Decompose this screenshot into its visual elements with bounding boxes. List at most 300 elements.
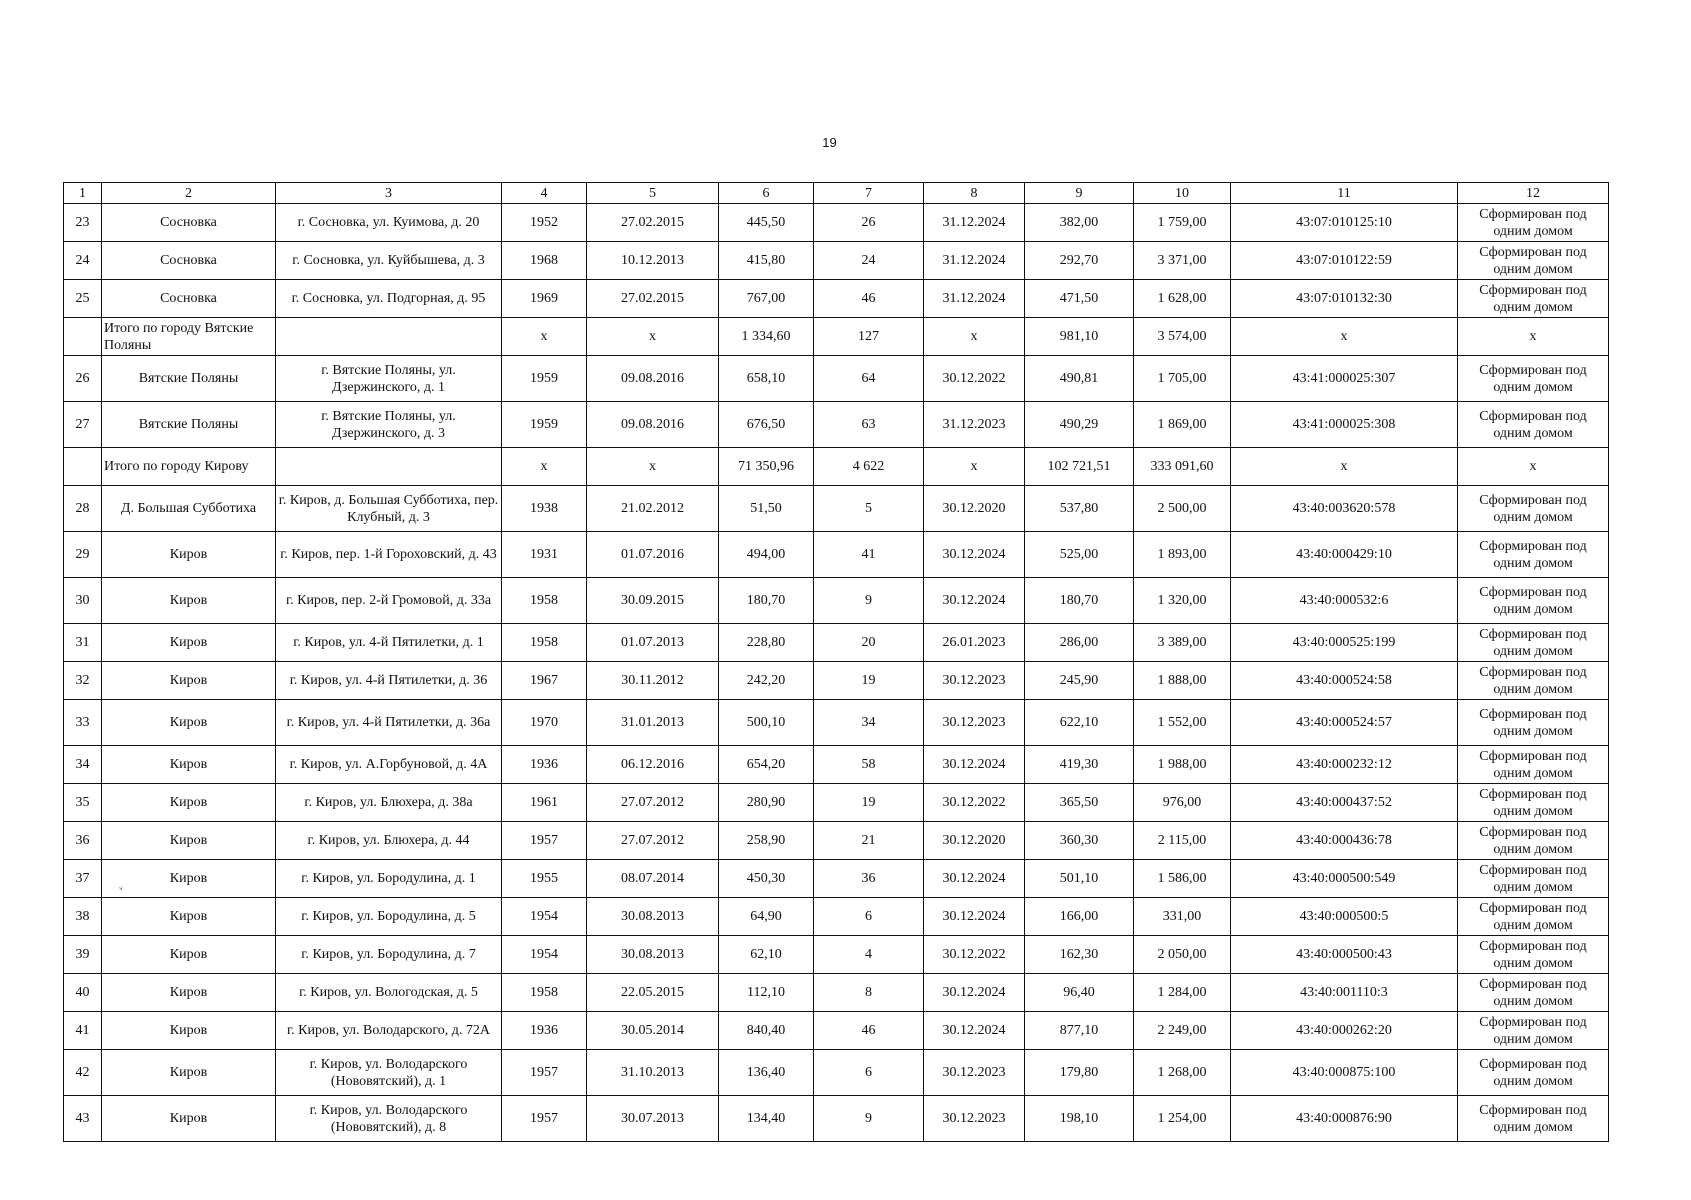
cell-row-number: 25 [64,280,102,318]
cell-year-built: 1954 [502,898,587,936]
cell-land-area: 1 888,00 [1134,662,1231,700]
table-row [64,1050,1609,1096]
cell-date-recognized: 27.07.2012 [587,784,719,822]
cell-cadastral-number: 43:40:000437:52 [1231,784,1458,822]
cell-settlement: Киров [102,860,276,898]
cell-date-recognized: 30.05.2014 [587,1012,719,1050]
cell-area: 180,70 [719,578,814,624]
cell-cadastral-number: 43:41:000025:307 [1231,356,1458,402]
page-number: 19 [822,135,837,150]
cell-land-status: Сформирован под одним домом [1458,578,1609,624]
cell-land-area: 1 320,00 [1134,578,1231,624]
column-header-residents: 7 [814,183,924,204]
cell-living-area: 877,10 [1025,1012,1134,1050]
cell-living-area: 245,90 [1025,662,1134,700]
cell-settlement: Киров [102,1012,276,1050]
cell-settlement: Киров [102,746,276,784]
cell-area: 71 350,96 [719,448,814,486]
cell-settlement: Киров [102,1096,276,1142]
table-row [64,624,1609,662]
cell-address: г. Киров, д. Большая Субботиха, пер. Клубный, д. 3 [276,486,502,532]
cell-address: г. Сосновка, ул. Куимова, д. 20 [276,204,502,242]
cell-living-area: 537,80 [1025,486,1134,532]
cell-date-recognized: 30.07.2013 [587,1096,719,1142]
table-row [64,1012,1609,1050]
cell-land-status: Сформирован под одним домом [1458,204,1609,242]
cell-resettlement-deadline: 30.12.2023 [924,700,1025,746]
cell-resettlement-deadline: 30.12.2020 [924,822,1025,860]
cell-address: г. Вятские Поляны, ул. Дзержинского, д. 3 [276,402,502,448]
cell-date-recognized: x [587,318,719,356]
cell-row-number: 29 [64,532,102,578]
cell-date-recognized: 01.07.2016 [587,532,719,578]
cell-living-area: 382,00 [1025,204,1134,242]
cell-address: г. Киров, ул. 4-й Пятилетки, д. 1 [276,624,502,662]
cell-settlement: Киров [102,1050,276,1096]
table-row [64,974,1609,1012]
cell-residents: 9 [814,578,924,624]
cell-area: 654,20 [719,746,814,784]
cell-land-status: x [1458,318,1609,356]
cell-date-recognized: 27.07.2012 [587,822,719,860]
cell-row-number: 43 [64,1096,102,1142]
cell-land-status: Сформирован под одним домом [1458,486,1609,532]
cell-address: г. Киров, ул. Вологодская, д. 5 [276,974,502,1012]
cell-settlement: Киров [102,822,276,860]
cell-residents: 64 [814,356,924,402]
cell-area: 445,50 [719,204,814,242]
cell-date-recognized: 30.08.2013 [587,936,719,974]
cell-land-area: 1 268,00 [1134,1050,1231,1096]
cell-address [276,448,502,486]
cell-date-recognized: 30.11.2012 [587,662,719,700]
cell-cadastral-number: 43:40:000532:6 [1231,578,1458,624]
cell-address: г. Сосновка, ул. Подгорная, д. 95 [276,280,502,318]
cell-resettlement-deadline: 30.12.2024 [924,860,1025,898]
cell-row-number: 26 [64,356,102,402]
column-header-area: 6 [719,183,814,204]
cell-cadastral-number: 43:40:000524:57 [1231,700,1458,746]
cell-residents: 41 [814,532,924,578]
cell-date-recognized: 27.02.2015 [587,280,719,318]
cell-settlement: Киров [102,662,276,700]
cell-area: 415,80 [719,242,814,280]
cell-living-area: 622,10 [1025,700,1134,746]
cell-row-number: 42 [64,1050,102,1096]
cell-cadastral-number: 43:07:010132:30 [1231,280,1458,318]
cell-year-built: 1970 [502,700,587,746]
cell-date-recognized: x [587,448,719,486]
cell-residents: 127 [814,318,924,356]
cell-row-number: 28 [64,486,102,532]
cell-date-recognized: 30.09.2015 [587,578,719,624]
cell-residents: 58 [814,746,924,784]
cell-year-built: 1936 [502,1012,587,1050]
cell-date-recognized: 08.07.2014 [587,860,719,898]
cell-row-number: 31 [64,624,102,662]
cell-land-status: Сформирован под одним домом [1458,1012,1609,1050]
subtotal-row [64,448,1609,486]
table-row [64,356,1609,402]
cell-land-area: 1 869,00 [1134,402,1231,448]
cell-cadastral-number: 43:40:000876:90 [1231,1096,1458,1142]
cell-living-area: 419,30 [1025,746,1134,784]
cell-resettlement-deadline: 30.12.2023 [924,1096,1025,1142]
cell-address: г. Киров, ул. Володарского (Нововятский), д. 1 [276,1050,502,1096]
cell-residents: 4 [814,936,924,974]
cell-year-built: 1959 [502,356,587,402]
cell-year-built: 1955 [502,860,587,898]
cell-date-recognized: 06.12.2016 [587,746,719,784]
cell-date-recognized: 09.08.2016 [587,356,719,402]
cell-resettlement-deadline: 30.12.2024 [924,1012,1025,1050]
cell-cadastral-number: 43:40:000262:20 [1231,1012,1458,1050]
cell-residents: 4 622 [814,448,924,486]
cell-date-recognized: 30.08.2013 [587,898,719,936]
cell-area: 242,20 [719,662,814,700]
cell-cadastral-number: 43:40:000500:5 [1231,898,1458,936]
cell-settlement: Сосновка [102,280,276,318]
cell-land-area: 2 500,00 [1134,486,1231,532]
table-row [64,532,1609,578]
cell-land-area: 331,00 [1134,898,1231,936]
cell-area: 51,50 [719,486,814,532]
cell-resettlement-deadline: 26.01.2023 [924,624,1025,662]
cell-year-built: 1957 [502,1050,587,1096]
cell-residents: 19 [814,784,924,822]
cell-address: г. Киров, ул. А.Горбуновой, д. 4А [276,746,502,784]
cell-area: 840,40 [719,1012,814,1050]
cell-land-status: Сформирован под одним домом [1458,280,1609,318]
cell-residents: 19 [814,662,924,700]
cell-year-built: 1967 [502,662,587,700]
cell-land-area: 3 574,00 [1134,318,1231,356]
cell-cadastral-number: 43:40:000436:78 [1231,822,1458,860]
table-body [64,183,1609,1142]
cell-resettlement-deadline: 30.12.2024 [924,746,1025,784]
cell-residents: 9 [814,1096,924,1142]
cell-cadastral-number: 43:40:000524:58 [1231,662,1458,700]
cell-area: 494,00 [719,532,814,578]
cell-land-status: Сформирован под одним домом [1458,822,1609,860]
cell-land-area: 976,00 [1134,784,1231,822]
cell-residents: 24 [814,242,924,280]
cell-land-status: Сформирован под одним домом [1458,1096,1609,1142]
table-row [64,1096,1609,1142]
cell-cadastral-number: 43:40:000500:43 [1231,936,1458,974]
cell-settlement: Итого по городу Кирову [102,448,276,486]
cell-residents: 63 [814,402,924,448]
cell-land-status: Сформирован под одним домом [1458,532,1609,578]
cell-settlement: Сосновка [102,242,276,280]
cell-living-area: 179,80 [1025,1050,1134,1096]
cell-cadastral-number: 43:40:000500:549 [1231,860,1458,898]
cell-living-area: 471,50 [1025,280,1134,318]
cell-year-built: 1957 [502,1096,587,1142]
cell-resettlement-deadline: 31.12.2024 [924,242,1025,280]
cell-date-recognized: 21.02.2012 [587,486,719,532]
cell-living-area: 162,30 [1025,936,1134,974]
cell-row-number: 41 [64,1012,102,1050]
cell-area: 1 334,60 [719,318,814,356]
column-header-living-area: 9 [1025,183,1134,204]
cell-area: 134,40 [719,1096,814,1142]
column-header-date-recognized: 5 [587,183,719,204]
column-header-address: 3 [276,183,502,204]
cell-resettlement-deadline: 30.12.2022 [924,356,1025,402]
cell-residents: 46 [814,1012,924,1050]
cell-address: г. Киров, ул. 4-й Пятилетки, д. 36а [276,700,502,746]
cell-address: г. Вятские Поляны, ул. Дзержинского, д. 1 [276,356,502,402]
cell-area: 136,40 [719,1050,814,1096]
cell-settlement: Киров [102,624,276,662]
cell-year-built: x [502,448,587,486]
cell-cadastral-number: 43:40:003620:578 [1231,486,1458,532]
cell-row-number: 38 [64,898,102,936]
cell-residents: 6 [814,898,924,936]
cell-residents: 21 [814,822,924,860]
cell-row-number [64,318,102,356]
cell-residents: 46 [814,280,924,318]
cell-year-built: 1958 [502,974,587,1012]
cell-cadastral-number: 43:40:000232:12 [1231,746,1458,784]
cell-row-number: 40 [64,974,102,1012]
cell-area: 228,80 [719,624,814,662]
cell-settlement: Киров [102,532,276,578]
cell-year-built: 1957 [502,822,587,860]
cell-living-area: 490,29 [1025,402,1134,448]
column-header-settlement: 2 [102,183,276,204]
cell-address: г. Киров, ул. Володарского, д. 72А [276,1012,502,1050]
cell-area: 62,10 [719,936,814,974]
cell-land-area: 1 586,00 [1134,860,1231,898]
cell-settlement: Вятские Поляны [102,402,276,448]
cell-land-status: Сформирован под одним домом [1458,1050,1609,1096]
header-row [64,183,1609,204]
cell-address: г. Киров, пер. 2-й Громовой, д. 33а [276,578,502,624]
column-header-land-status: 12 [1458,183,1609,204]
cell-address: г. Киров, ул. Блюхера, д. 44 [276,822,502,860]
cell-year-built: 1969 [502,280,587,318]
cell-year-built: 1931 [502,532,587,578]
cell-year-built: 1961 [502,784,587,822]
cell-address [276,318,502,356]
cell-row-number: 37 [64,860,102,898]
cell-land-area: 1 628,00 [1134,280,1231,318]
cell-land-status: x [1458,448,1609,486]
table-row [64,242,1609,280]
column-header-land-area: 10 [1134,183,1231,204]
cell-resettlement-deadline: 30.12.2020 [924,486,1025,532]
cell-year-built: 1958 [502,624,587,662]
cell-resettlement-deadline: 31.12.2023 [924,402,1025,448]
cell-row-number: 32 [64,662,102,700]
cell-resettlement-deadline: 30.12.2024 [924,898,1025,936]
cell-date-recognized: 10.12.2013 [587,242,719,280]
cell-row-number: 30 [64,578,102,624]
cell-year-built: 1938 [502,486,587,532]
cell-land-area: 1 988,00 [1134,746,1231,784]
cell-area: 676,50 [719,402,814,448]
cell-year-built: 1936 [502,746,587,784]
table-row [64,746,1609,784]
cell-land-area: 1 759,00 [1134,204,1231,242]
cell-cadastral-number: 43:07:010122:59 [1231,242,1458,280]
table-row [64,936,1609,974]
cell-land-area: 2 249,00 [1134,1012,1231,1050]
pen-mark-icon: ᵛ [118,884,126,897]
cell-land-status: Сформирован под одним домом [1458,974,1609,1012]
cell-land-status: Сформирован под одним домом [1458,662,1609,700]
cell-row-number: 39 [64,936,102,974]
cell-area: 767,00 [719,280,814,318]
cell-address: г. Киров, ул. 4-й Пятилетки, д. 36 [276,662,502,700]
cell-living-area: 365,50 [1025,784,1134,822]
cell-resettlement-deadline: 30.12.2023 [924,1050,1025,1096]
table-row [64,860,1609,898]
cell-address: г. Киров, ул. Бородулина, д. 7 [276,936,502,974]
cell-resettlement-deadline: x [924,318,1025,356]
cell-settlement: Д. Большая Субботиха [102,486,276,532]
cell-living-area: 501,10 [1025,860,1134,898]
table-row [64,578,1609,624]
cell-cadastral-number: 43:40:001110:3 [1231,974,1458,1012]
table-row [64,784,1609,822]
cell-living-area: 525,00 [1025,532,1134,578]
cell-address: г. Киров, ул. Бородулина, д. 5 [276,898,502,936]
column-header-year-built: 4 [502,183,587,204]
cell-settlement: Вятские Поляны [102,356,276,402]
cell-land-status: Сформирован под одним домом [1458,860,1609,898]
cell-residents: 20 [814,624,924,662]
cell-resettlement-deadline: 30.12.2022 [924,784,1025,822]
cell-row-number: 35 [64,784,102,822]
column-header-cadastral-number: 11 [1231,183,1458,204]
cell-settlement: Итого по городу Вятские Поляны [102,318,276,356]
table-row [64,204,1609,242]
cell-date-recognized: 27.02.2015 [587,204,719,242]
cell-living-area: 360,30 [1025,822,1134,860]
cell-row-number [64,448,102,486]
cell-cadastral-number: 43:40:000525:199 [1231,624,1458,662]
table-row [64,486,1609,532]
cell-living-area: 981,10 [1025,318,1134,356]
cell-land-area: 2 115,00 [1134,822,1231,860]
cell-land-area: 1 552,00 [1134,700,1231,746]
cell-resettlement-deadline: 31.12.2024 [924,204,1025,242]
cell-settlement: Киров [102,578,276,624]
cell-year-built: 1958 [502,578,587,624]
cell-land-area: 1 284,00 [1134,974,1231,1012]
cell-date-recognized: 22.05.2015 [587,974,719,1012]
cell-residents: 8 [814,974,924,1012]
cell-settlement: Киров [102,700,276,746]
cell-year-built: x [502,318,587,356]
cell-cadastral-number: 43:07:010125:10 [1231,204,1458,242]
cell-date-recognized: 31.01.2013 [587,700,719,746]
table-row [64,402,1609,448]
cell-residents: 6 [814,1050,924,1096]
cell-land-status: Сформирован под одним домом [1458,784,1609,822]
cell-land-status: Сформирован под одним домом [1458,746,1609,784]
cell-row-number: 33 [64,700,102,746]
cell-land-area: 333 091,60 [1134,448,1231,486]
cell-area: 258,90 [719,822,814,860]
cell-land-area: 1 254,00 [1134,1096,1231,1142]
cell-living-area: 198,10 [1025,1096,1134,1142]
cell-area: 64,90 [719,898,814,936]
cell-cadastral-number: 43:40:000429:10 [1231,532,1458,578]
housing-register-table [63,182,1609,1142]
table-row [64,898,1609,936]
cell-residents: 34 [814,700,924,746]
cell-year-built: 1959 [502,402,587,448]
cell-row-number: 23 [64,204,102,242]
cell-land-status: Сформирован под одним домом [1458,898,1609,936]
cell-area: 112,10 [719,974,814,1012]
cell-resettlement-deadline: 30.12.2024 [924,532,1025,578]
cell-row-number: 34 [64,746,102,784]
cell-address: г. Киров, пер. 1-й Гороховский, д. 43 [276,532,502,578]
cell-date-recognized: 31.10.2013 [587,1050,719,1096]
cell-row-number: 27 [64,402,102,448]
cell-area: 658,10 [719,356,814,402]
cell-resettlement-deadline: 30.12.2022 [924,936,1025,974]
table-row [64,700,1609,746]
cell-date-recognized: 09.08.2016 [587,402,719,448]
cell-area: 280,90 [719,784,814,822]
cell-cadastral-number: x [1231,448,1458,486]
cell-land-area: 1 705,00 [1134,356,1231,402]
cell-land-status: Сформирован под одним домом [1458,936,1609,974]
cell-land-area: 3 389,00 [1134,624,1231,662]
cell-year-built: 1954 [502,936,587,974]
cell-residents: 5 [814,486,924,532]
table-row [64,280,1609,318]
column-header-resettlement-deadline: 8 [924,183,1025,204]
cell-living-area: 102 721,51 [1025,448,1134,486]
cell-settlement: Сосновка [102,204,276,242]
cell-living-area: 96,40 [1025,974,1134,1012]
cell-land-status: Сформирован под одним домом [1458,402,1609,448]
cell-address: г. Сосновка, ул. Куйбышева, д. 3 [276,242,502,280]
cell-residents: 36 [814,860,924,898]
cell-residents: 26 [814,204,924,242]
cell-address: г. Киров, ул. Блюхера, д. 38а [276,784,502,822]
cell-land-area: 1 893,00 [1134,532,1231,578]
cell-settlement: Киров [102,974,276,1012]
cell-date-recognized: 01.07.2013 [587,624,719,662]
cell-area: 500,10 [719,700,814,746]
cell-land-status: Сформирован под одним домом [1458,356,1609,402]
cell-settlement: Киров [102,784,276,822]
cell-resettlement-deadline: x [924,448,1025,486]
cell-cadastral-number: x [1231,318,1458,356]
cell-row-number: 24 [64,242,102,280]
cell-land-status: Сформирован под одним домом [1458,700,1609,746]
cell-resettlement-deadline: 30.12.2023 [924,662,1025,700]
cell-resettlement-deadline: 30.12.2024 [924,974,1025,1012]
cell-land-area: 2 050,00 [1134,936,1231,974]
cell-settlement: Киров [102,898,276,936]
cell-cadastral-number: 43:40:000875:100 [1231,1050,1458,1096]
cell-resettlement-deadline: 31.12.2024 [924,280,1025,318]
cell-address: г. Киров, ул. Бородулина, д. 1 [276,860,502,898]
column-header-row-number: 1 [64,183,102,204]
cell-cadastral-number: 43:41:000025:308 [1231,402,1458,448]
cell-living-area: 180,70 [1025,578,1134,624]
cell-land-status: Сформирован под одним домом [1458,624,1609,662]
